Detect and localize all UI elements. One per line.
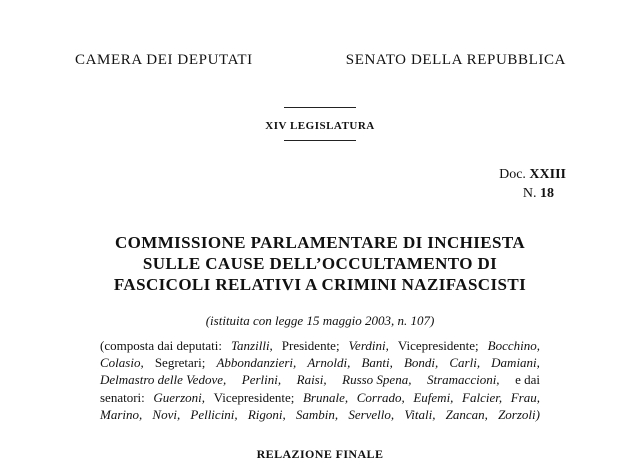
- w: Colasio,: [100, 355, 144, 371]
- composition-line-1: [100, 337, 540, 354]
- title-line-1: COMMISSIONE PARLAMENTARE DI INCHIESTA: [114, 233, 526, 252]
- w: Brunale,: [302, 389, 349, 405]
- w: Arnoldi,: [307, 355, 351, 371]
- w: Damiani,: [491, 355, 540, 371]
- w: Tanzilli,: [231, 338, 273, 353]
- w: Rigoni,: [247, 406, 286, 422]
- w: Stramaccioni,: [426, 372, 500, 388]
- doc-value: XXIII: [529, 167, 566, 182]
- w: Russo Spena,: [342, 372, 412, 388]
- document-number-block: [499, 165, 566, 203]
- w: Servello,: [348, 406, 395, 422]
- w: Segretari;: [154, 355, 206, 371]
- camera-header: CAMERA DEI DEPUTATI: [75, 52, 253, 68]
- w: Verdini,: [348, 338, 389, 353]
- w: Guerzoni,: [153, 389, 205, 405]
- w: Vicepresidente;: [397, 338, 479, 353]
- num-value: 18: [540, 186, 554, 201]
- top-rule: [284, 107, 356, 108]
- w: Delmastro delle Vedove,: [100, 372, 227, 388]
- w: Novi,: [152, 406, 181, 422]
- w: Presidente;: [281, 338, 340, 353]
- w: (composta dai deputati:: [100, 338, 223, 353]
- composition-line-4: [100, 389, 540, 406]
- composition-paragraph: [100, 337, 540, 423]
- w: Pellicini,: [190, 406, 238, 422]
- w: Vitali,: [404, 406, 436, 422]
- title-line-3: FASCICOLI RELATIVI A CRIMINI NAZIFASCISTI: [113, 275, 527, 294]
- w: Eufemi,: [413, 389, 454, 405]
- w: Perlini,: [241, 372, 282, 388]
- w: Banti,: [361, 355, 393, 371]
- legislatura-label: XIV LEGISLATURA: [265, 120, 375, 132]
- w: Falcier,: [462, 389, 503, 405]
- w: Vicepresidente;: [213, 389, 295, 405]
- doc-label: Doc.: [499, 167, 526, 182]
- w: Abbondanzieri,: [216, 355, 297, 371]
- relazione-finale-heading: RELAZIONE FINALE: [256, 447, 384, 461]
- senato-header: SENATO DELLA REPUBBLICA: [345, 52, 566, 68]
- commission-title: [90, 232, 550, 295]
- composition-line-2: [100, 354, 540, 371]
- w: Zorzoli): [498, 406, 540, 422]
- title-line-2: SULLE CAUSE DELL’OCCULTAMENTO DI: [142, 254, 498, 273]
- w: e dai: [515, 372, 540, 388]
- composition-line-5: [100, 406, 540, 423]
- w: Corrado,: [356, 389, 405, 405]
- w: Bocchino,: [487, 338, 540, 353]
- w: Marino,: [100, 406, 143, 422]
- w: Zancan,: [445, 406, 488, 422]
- w: Carli,: [449, 355, 481, 371]
- composition-line-3: [100, 371, 540, 388]
- w: Raisi,: [296, 372, 327, 388]
- w: Sambin,: [295, 406, 339, 422]
- num-label: N.: [522, 186, 537, 201]
- w: senatori:: [100, 389, 145, 405]
- bottom-rule: [284, 140, 356, 141]
- w: Bondi,: [403, 355, 439, 371]
- w: Frau,: [510, 389, 540, 405]
- istituita-note: (istituita con legge 15 maggio 2003, n. 107): [205, 313, 435, 328]
